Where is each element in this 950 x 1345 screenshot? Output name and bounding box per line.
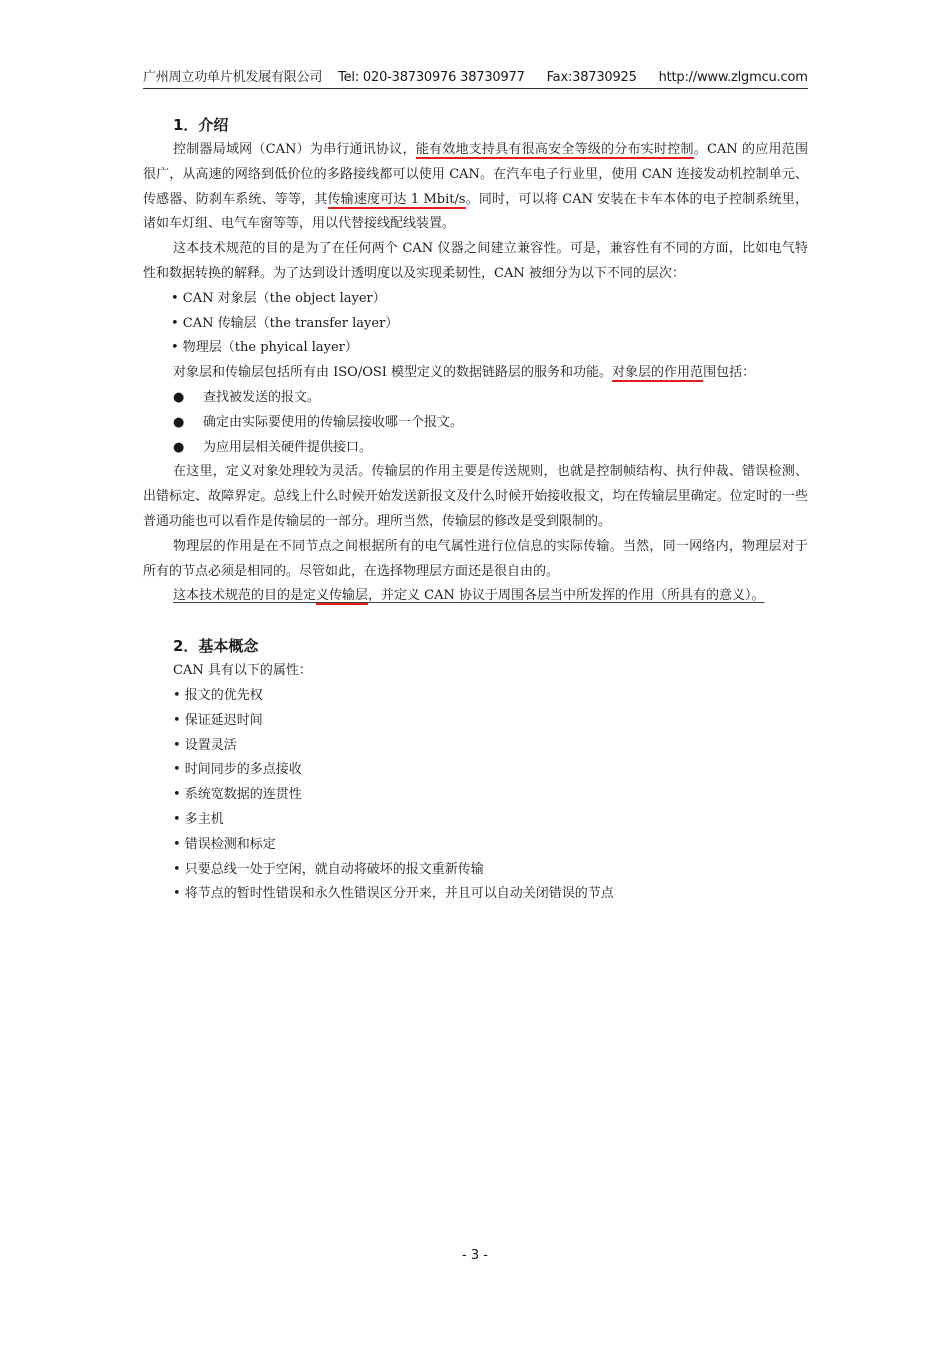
layer-item: • CAN 传输层（the transfer layer） xyxy=(171,315,399,331)
section1-paragraph-1: 控制器局域网（CAN）为串行通讯协议，能有效地支持具有很高安全等级的分布实时控制。CAN 的应用范围很广，从高速的网络到低价位的多路接线都可以使用 CAN。在汽车电子行业里，使用 CAN 连接发动机控制单元、传感器、防刹车系统、等等，其传输速度可达 1 Mbit/s。同时，可以将 CAN 安装在卡车本体的电子控制系统里，诸如车灯组、电气车窗等等，用以代替接线配线装置。 xyxy=(143,142,808,232)
property-item: • 将节点的暂时性错误和永久性错误区分开来，并且可以自动关闭错误的节点 xyxy=(173,886,614,902)
object-list-item: ● 查找被发送的报文。 xyxy=(143,386,808,411)
property-item: • 系统宽数据的连贯性 xyxy=(173,787,302,803)
page-content xyxy=(143,112,808,907)
bullet-icon: ● xyxy=(173,439,185,455)
header-url: http://www.zlgmcu.com xyxy=(658,70,808,85)
property-item: • 报文的优先权 xyxy=(173,687,263,703)
property-item: • 只要总线一处于空闲，就自动将破坏的报文重新传输 xyxy=(173,861,484,877)
bullet-icon: ● xyxy=(173,414,185,430)
section1-paragraph-6: 这本技术规范的目的是定义传输层，并定义 CAN 协议于周围各层当中所发挥的作用（所具有的意义）。 xyxy=(173,588,765,604)
bullet-icon: ● xyxy=(173,389,185,405)
header-company: 广州周立功单片机发展有限公司 xyxy=(143,70,323,85)
property-item: • 保证延迟时间 xyxy=(173,712,263,728)
object-list-item: ● 确定由实际要使用的传输层接收哪一个报文。 xyxy=(143,411,808,436)
layer-item: • CAN 对象层（the object layer） xyxy=(171,290,386,306)
highlight-underline: 能有效地支持具有很高安全等级的分布实时控制 xyxy=(415,142,694,157)
property-item: • 多主机 xyxy=(173,811,224,827)
highlight-underline: 对象层的作用范 xyxy=(612,365,704,381)
object-list-item: ● 为应用层相关硬件提供接口。 xyxy=(143,436,808,461)
section1-title: 1．介绍 xyxy=(173,116,229,134)
section1-paragraph-2: 这本技术规范的目的是为了在任何两个 CAN 仪器之间建立兼容性。可是，兼容性有不同的方面，比如电气特性和数据转换的解释。为了达到设计透明度以及实现柔韧性，CAN 被细分为以下不同的层次： xyxy=(143,241,808,281)
section1-paragraph-5: 物理层的作用是在不同节点之间根据所有的电气属性进行位信息的实际传输。当然，同一网络内，物理层对于所有的节点必须是相同的。尽管如此，在选择物理层方面还是很自由的。 xyxy=(143,538,808,579)
section1-paragraph-3: 对象层和传输层包括所有由 ISO/OSI 模型定义的数据链路层的服务和功能。对象层的作用范围包括： xyxy=(173,365,756,381)
highlight-underline: 义传输层 xyxy=(316,588,369,604)
section1-paragraph-4: 在这里，定义对象处理较为灵活。传输层的作用主要是传送规则，也就是控制帧结构、执行仲裁、错误检测、出错标定、故障界定。总线上什么时候开始发送新报文及什么时候开始接收报文，均在传输层里确定。位定时的一些普通功能也可以看作是传输层的一部分。理所当然，传输层的修改是受到限制的。 xyxy=(143,464,808,529)
property-item: • 时间同步的多点接收 xyxy=(173,762,302,778)
header-fax: Fax:38730925 xyxy=(546,70,637,85)
layer-item: • 物理层（the phyical layer） xyxy=(171,340,358,356)
property-item: • 设置灵活 xyxy=(173,737,237,753)
section2-intro: CAN 具有以下的属性： xyxy=(173,663,312,679)
page-header xyxy=(143,66,808,89)
highlight-underline: 传输速度可达 1 Mbit/s xyxy=(327,191,466,207)
property-item: • 错误检测和标定 xyxy=(173,836,276,852)
section2-title: 2．基本概念 xyxy=(173,637,259,656)
header-tel: Tel: 020-38730976 38730977 xyxy=(338,70,525,85)
page-number: - 3 - xyxy=(462,1248,488,1263)
